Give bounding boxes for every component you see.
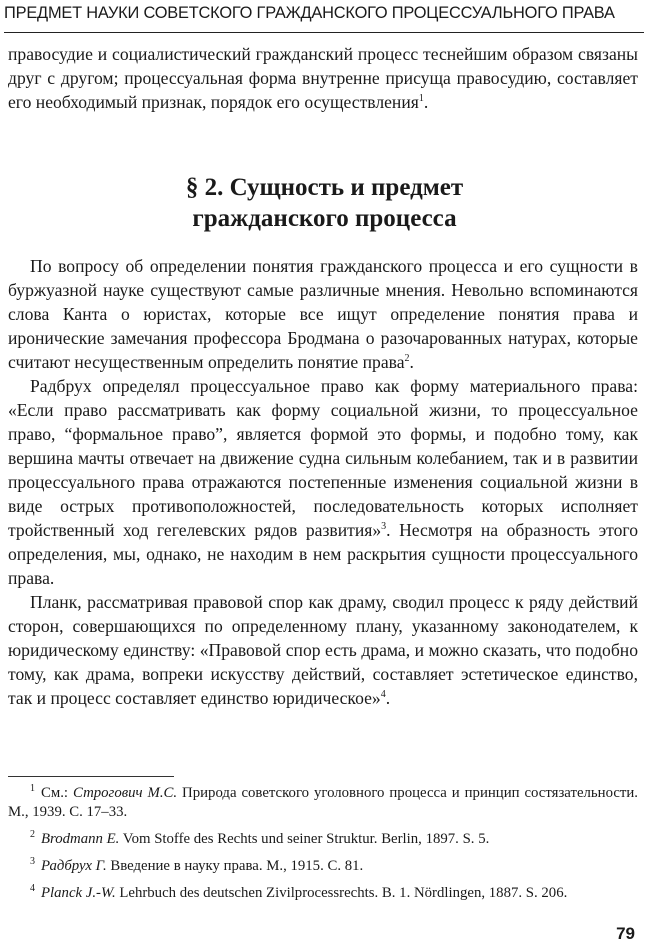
section-heading [0, 172, 649, 234]
footnote-rule [8, 776, 174, 777]
paragraph-text: Планк, рассматривая правовой спор как драму, сводил процесс к ряду действий сторон, совершающихся по определенному плану, указанному законодателем, к юридическому единству: «Правовой спор есть драма, и можно сказать, что подобно тому, как драма, вопреки искусству действий, составляет эстетическое единство, так и процесс составляет единство юридическое» [8, 592, 638, 708]
section-heading-line: гражданского процесса [192, 205, 457, 232]
footnote-ref[interactable]: 2 [404, 353, 410, 365]
footnote-text: Природа советского уголовного процесса и принцип состязательности. М., 1939. С. 17–33. [8, 785, 638, 820]
footnote [8, 857, 638, 876]
footnote-number: 4 [30, 883, 35, 895]
footnote-author: Строгович М.С. [72, 785, 178, 801]
paragraph: По вопросу об определении понятия гражданского процесса и его сущности в буржуазной науке существуют самые различные мнения. Невольно вспоминаются слова Канта о юристах, которые все ищут определение понятия права и иронические замечания профессора Бродмана о разочарованных натурах, которые считают несущественным определить понятие права$^2$. [8, 256, 638, 372]
paragraph-text: правосудие и социалистический гражданский процесс теснейшим образом связаны друг с другом; процессуальная форма внутренне присуща правосудию, составляет его необходимый признак, порядок его осуществления [8, 44, 638, 112]
paragraph-text: . Несмотря на образность этого определения, мы, однако, не находим в нем раскрытия сущности процессуального права. [8, 520, 638, 588]
running-head: ПРЕДМЕТ НАУКИ СОВЕТСКОГО ГРАЖДАНСКОГО ПРОЦЕССУАЛЬНОГО ПРАВА [4, 4, 615, 22]
footnote [8, 830, 638, 849]
footnote-author: Brodmann E. [41, 831, 120, 847]
footnote-number: 1 [30, 783, 35, 795]
footnote-text: Lehrbuch des deutschen Zivilprocessrechts. B. 1. Nördlingen, 1887. S. 206. [115, 885, 568, 901]
footnote-text: Vom Stoffe des Rechts und seiner Struktur. Berlin, 1897. S. 5. [119, 831, 490, 847]
footnote-number: 3 [30, 856, 35, 868]
footnote [8, 784, 638, 822]
paragraph [8, 590, 638, 710]
footnote [8, 884, 638, 903]
paragraph-text: Радбрух определял процессуальное право как форму материального права: «Если право рассматривать как форму социальной жизни, то процессуальное право, “формальное право”, является формой это формы, и подобно тому, как вершина мачты отвечает на движение судна сильным колебанием, так и в развитии процессуального права отражаются постепенные изменения социальной жизни в виде острых противоположностей, последовательность которых исполняет тройственный ход гегелевских рядов развития» [8, 376, 638, 540]
footnote-ref[interactable]: 4 [380, 689, 386, 701]
footnote-author: Planck J.-W. [41, 885, 116, 901]
page-number: 79 [616, 924, 635, 943]
footnote-number: 2 [30, 829, 35, 841]
footnote-prefix: См.: [41, 785, 73, 801]
paragraph-text: По вопросу об определении понятия гражданского процесса и его сущности в буржуазной науке существуют самые различные мнения. Невольно вспоминаются слова Канта о юристах, которые все ищут определение понятия права и иронические замечания профессора Бродмана о разочарованных натурах, которые считают несущественным определить понятие права [8, 256, 638, 372]
paragraph-text: . [385, 688, 391, 708]
footnote-ref[interactable]: 1 [418, 93, 424, 105]
footnote-text: Введение в науку права. М., 1915. С. 81. [106, 858, 364, 874]
footnote-author: Радбрух Г. [41, 858, 107, 874]
footnotes [8, 784, 638, 911]
opening-paragraph: правосудие и социалистический гражданский процесс теснейшим образом связаны друг с другом; процессуальная форма внутренне присуща правосудию, составляет его необходимый признак, порядок его осуществления$^1$. [8, 44, 638, 112]
header-rule [4, 32, 644, 33]
footnote-ref[interactable]: 3 [381, 521, 387, 533]
main-text [8, 254, 638, 710]
section-heading-line: § 2. Сущность и предмет [185, 174, 464, 201]
paragraph [8, 374, 638, 590]
